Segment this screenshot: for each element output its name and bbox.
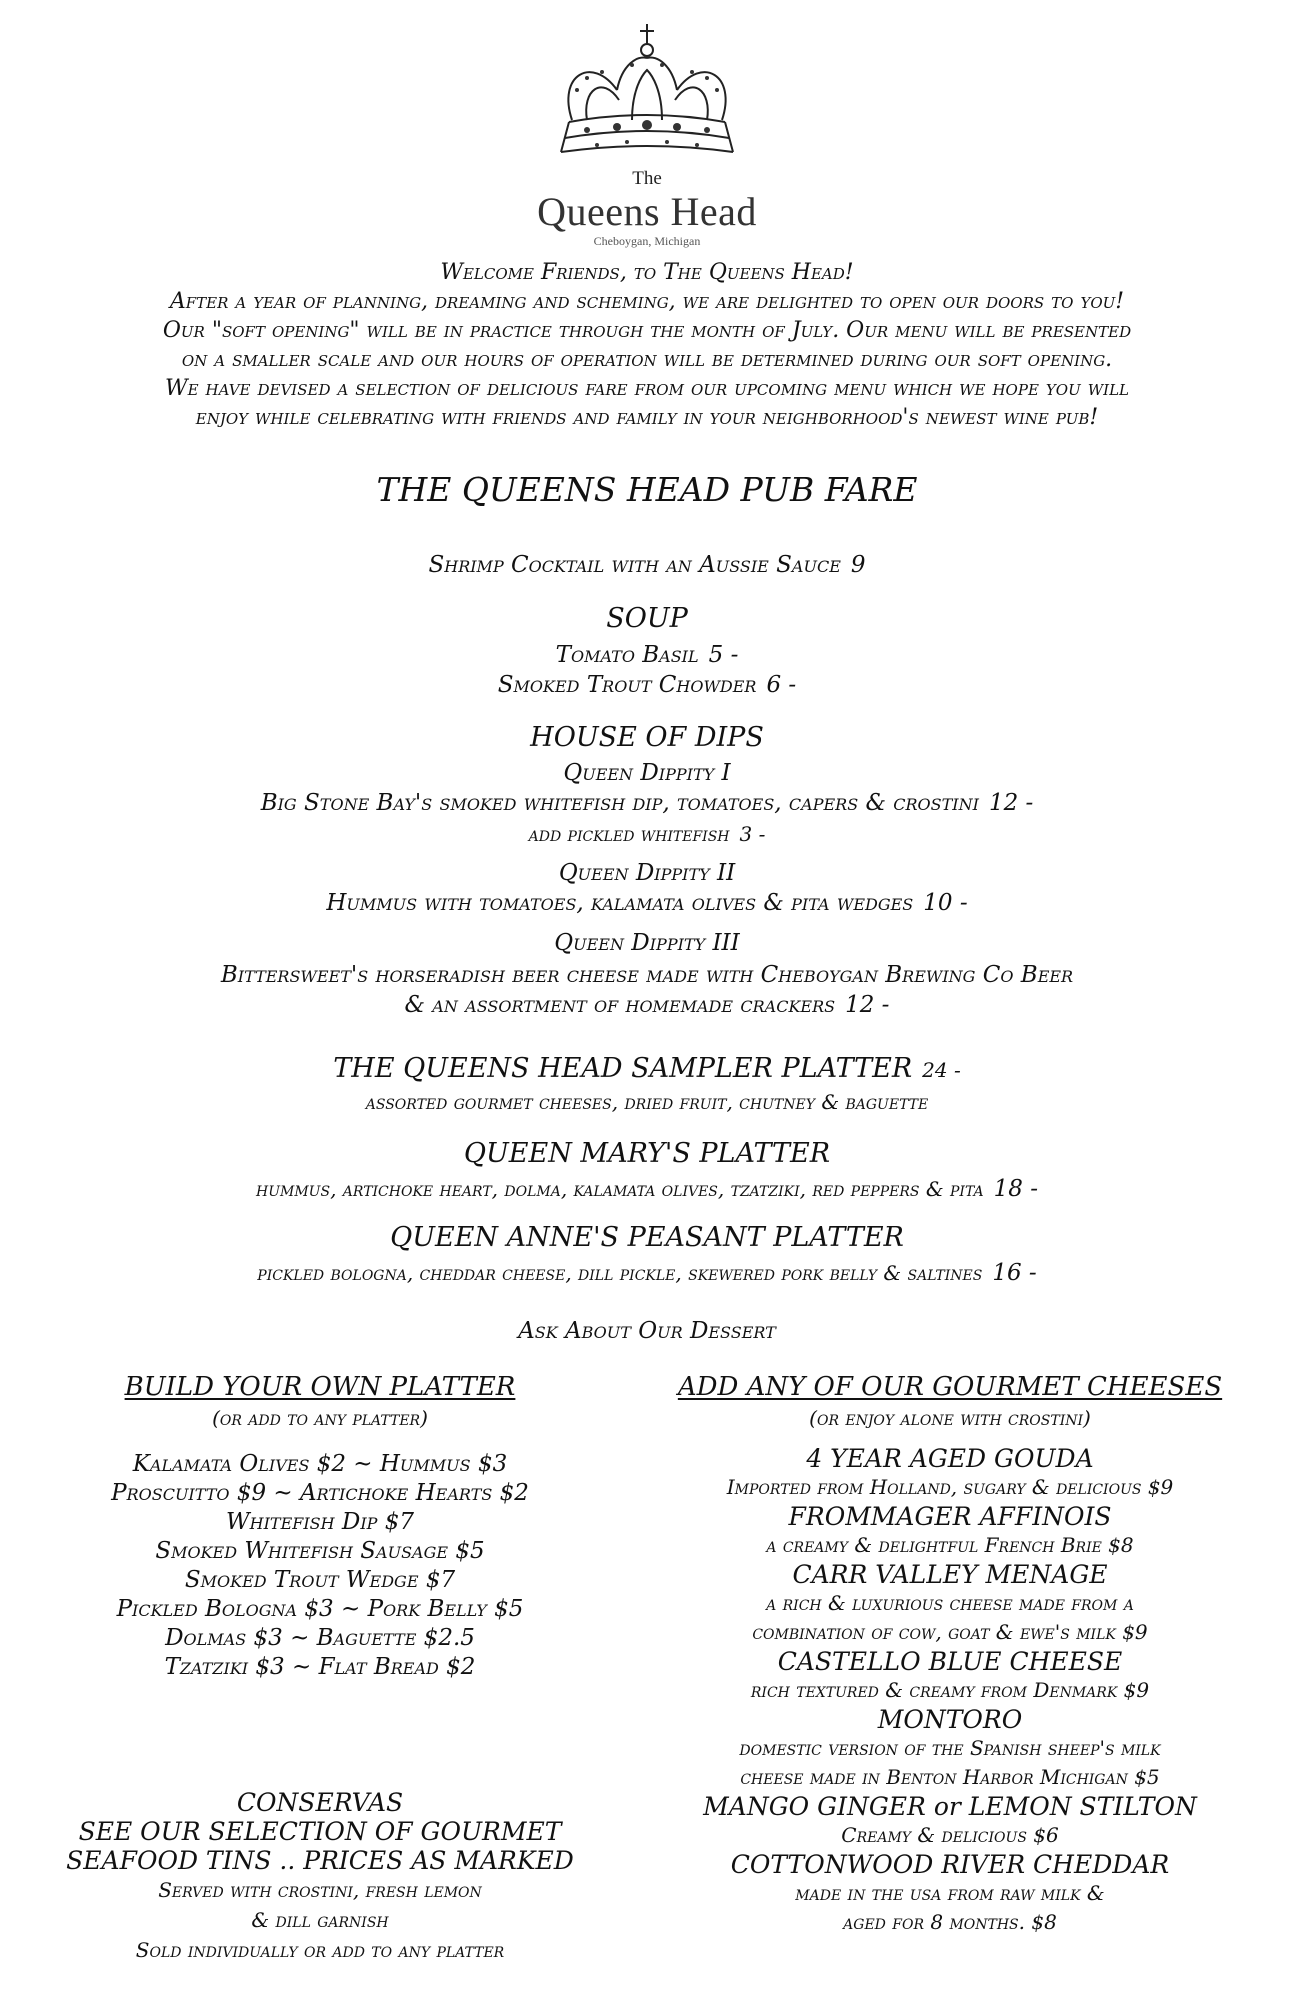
intro-line: enjoy while celebrating with friends and family in your neighborhood's newest wine pub! (195, 405, 1099, 430)
cheese-name: CASTELLO BLUE CHEESE (777, 1647, 1123, 1676)
build-subheading: (or add to any platter) (212, 1406, 428, 1430)
anne-desc (0, 1260, 1294, 1286)
cheeses-heading: ADD ANY OF OUR GOURMET CHEESES (677, 1372, 1223, 1402)
cheese-name: CARR VALLEY MENAGE (792, 1560, 1108, 1589)
mary-platter: QUEEN MARY'S PLATTER (463, 1138, 831, 1169)
anne-platter: QUEEN ANNE'S PEASANT PLATTER (390, 1222, 904, 1253)
item-name: Tomato Basil (555, 642, 699, 668)
build-your-own (60, 1372, 580, 1682)
dip-name: Queen Dippity II (558, 860, 736, 886)
item-desc: & an assortment of homemade crackers (404, 992, 836, 1018)
dessert-note: Ask About Our Dessert (518, 1318, 776, 1344)
build-item: Pickled Bologna $3 ~ Pork Belly $5 (116, 1596, 524, 1622)
cheese-name: MONTORO (877, 1705, 1023, 1734)
build-item: Smoked Trout Wedge $7 (184, 1567, 456, 1593)
item-price: 9 (850, 552, 866, 578)
sampler-platter (0, 1053, 1294, 1084)
dip-name: Queen Dippity III (554, 930, 740, 956)
item-desc: hummus, artichoke heart, dolma, kalamata olives, tzatziki, red peppers & pita (256, 1177, 984, 1201)
build-item: Dolmas $3 ~ Baguette $2.5 (165, 1625, 475, 1651)
cheese-desc: cheese made in Benton Harbor Michigan $5 (740, 1765, 1160, 1789)
item-price: 10 - (923, 890, 968, 916)
item-price: 12 - (845, 992, 890, 1018)
intro-line: Welcome Friends, to The Queens Head! (440, 260, 854, 285)
mary-desc (0, 1176, 1294, 1202)
cheese-desc: Creamy & delicious $6 (841, 1823, 1059, 1847)
cheese-desc: made in the usa from raw milk & (795, 1881, 1105, 1905)
conservas-note: Served with crostini, fresh lemon (158, 1878, 482, 1902)
menu-title: THE QUEENS HEAD PUB FARE (376, 470, 918, 509)
gourmet-cheeses (660, 1372, 1240, 1937)
logo (497, 20, 797, 248)
item-desc: Big Stone Bay's smoked whitefish dip, tomatoes, capers & crostini (260, 790, 979, 816)
build-heading: BUILD YOUR OWN PLATTER (124, 1372, 516, 1402)
dip-desc (0, 790, 1294, 816)
intro-line: After a year of planning, dreaming and scheming, we are delighted to open our doors to you! (169, 289, 1125, 314)
cheeses-subheading: (or enjoy alone with crostini) (809, 1406, 1091, 1430)
dip-name: Queen Dippity I (563, 760, 731, 786)
item-price: 24 - (922, 1058, 961, 1082)
cheese-name: MANGO GINGER or LEMON STILTON (703, 1792, 1197, 1821)
item-desc: pickled bologna, cheddar cheese, dill pickle, skewered pork belly & saltines (257, 1261, 983, 1285)
cheese-name: FROMMAGER AFFINOIS (788, 1502, 1112, 1531)
dip-desc (0, 890, 1294, 916)
cheese-desc: domestic version of the Spanish sheep's milk (739, 1736, 1161, 1760)
build-items (60, 1450, 580, 1682)
conservas-line: SEAFOOD TINS .. PRICES AS MARKED (66, 1846, 574, 1875)
item-price: 5 - (708, 642, 739, 668)
conservas-line: SEE OUR SELECTION OF GOURMET (78, 1817, 562, 1846)
cheese-desc: a creamy & delightful French Brie $8 (766, 1533, 1134, 1557)
welcome-intro (60, 258, 1234, 432)
item-price: 12 - (988, 790, 1034, 816)
soup-item (0, 672, 1294, 698)
cheese-name: COTTONWOOD RIVER CHEDDAR (730, 1850, 1170, 1879)
cheese-desc: a rich & luxurious cheese made from a (766, 1591, 1134, 1615)
cheese-desc: rich textured & creamy from Denmark $9 (750, 1678, 1150, 1702)
build-item: Kalamata Olives $2 ~ Hummus $3 (132, 1451, 508, 1477)
dip-desc: Bittersweet's horseradish beer cheese made with Cheboygan Brewing Co Beer (220, 962, 1074, 988)
item-name: Shrimp Cocktail with an Aussie Sauce (428, 552, 841, 578)
cheese-name: 4 YEAR AGED GOUDA (806, 1444, 1094, 1473)
conservas (60, 1788, 580, 1965)
sampler-desc: assorted gourmet cheeses, dried fruit, chutney & baguette (365, 1090, 929, 1114)
intro-line: We have devised a selection of delicious fare from our upcoming menu which we hope you will (165, 376, 1129, 401)
dips-heading: HOUSE OF DIPS (530, 722, 764, 753)
conservas-note: Sold individually or add to any platter (135, 1938, 505, 1962)
conservas-heading: CONSERVAS (236, 1788, 404, 1817)
dip-add (0, 822, 1294, 846)
intro-line: on a smaller scale and our hours of operation will be determined during our soft opening. (181, 347, 1113, 372)
item-desc: add pickled whitefish (528, 822, 730, 846)
item-price: 6 - (766, 672, 797, 698)
cheese-desc: aged for 8 months. $8 (843, 1910, 1057, 1934)
build-item: Smoked Whitefish Sausage $5 (155, 1538, 485, 1564)
soup-heading: SOUP (606, 603, 688, 634)
soup-item (0, 642, 1294, 668)
dip-desc (0, 992, 1294, 1018)
crown-icon (547, 20, 747, 160)
item-name: Smoked Trout Chowder (497, 672, 757, 698)
item-price: 3 - (739, 822, 766, 846)
build-item: Tzatziki $3 ~ Flat Bread $2 (164, 1654, 476, 1680)
logo-location: Cheboygan, Michigan (593, 234, 701, 248)
intro-line: Our "soft opening" will be in practice through the month of July. Our menu will be presented (162, 318, 1132, 343)
item-price: 18 - (993, 1176, 1038, 1202)
conservas-note: & dill garnish (251, 1908, 389, 1932)
item-price: 16 - (992, 1260, 1037, 1286)
cheese-desc: combination of cow, goat & ewe's milk $9 (752, 1620, 1148, 1644)
item-name: THE QUEENS HEAD SAMPLER PLATTER (333, 1053, 913, 1084)
shrimp-item (0, 552, 1294, 578)
build-item: Proscuitto $9 ~ Artichoke Hearts $2 (111, 1480, 529, 1506)
logo-the: The (632, 168, 662, 189)
cheese-list (660, 1444, 1240, 1937)
build-item: Whitefish Dip $7 (225, 1509, 415, 1535)
logo-name: Queens Head (537, 189, 757, 234)
cheese-desc: Imported from Holland, sugary & delicious $9 (726, 1475, 1174, 1499)
item-desc: Hummus with tomatoes, kalamata olives & pita wedges (326, 890, 914, 916)
